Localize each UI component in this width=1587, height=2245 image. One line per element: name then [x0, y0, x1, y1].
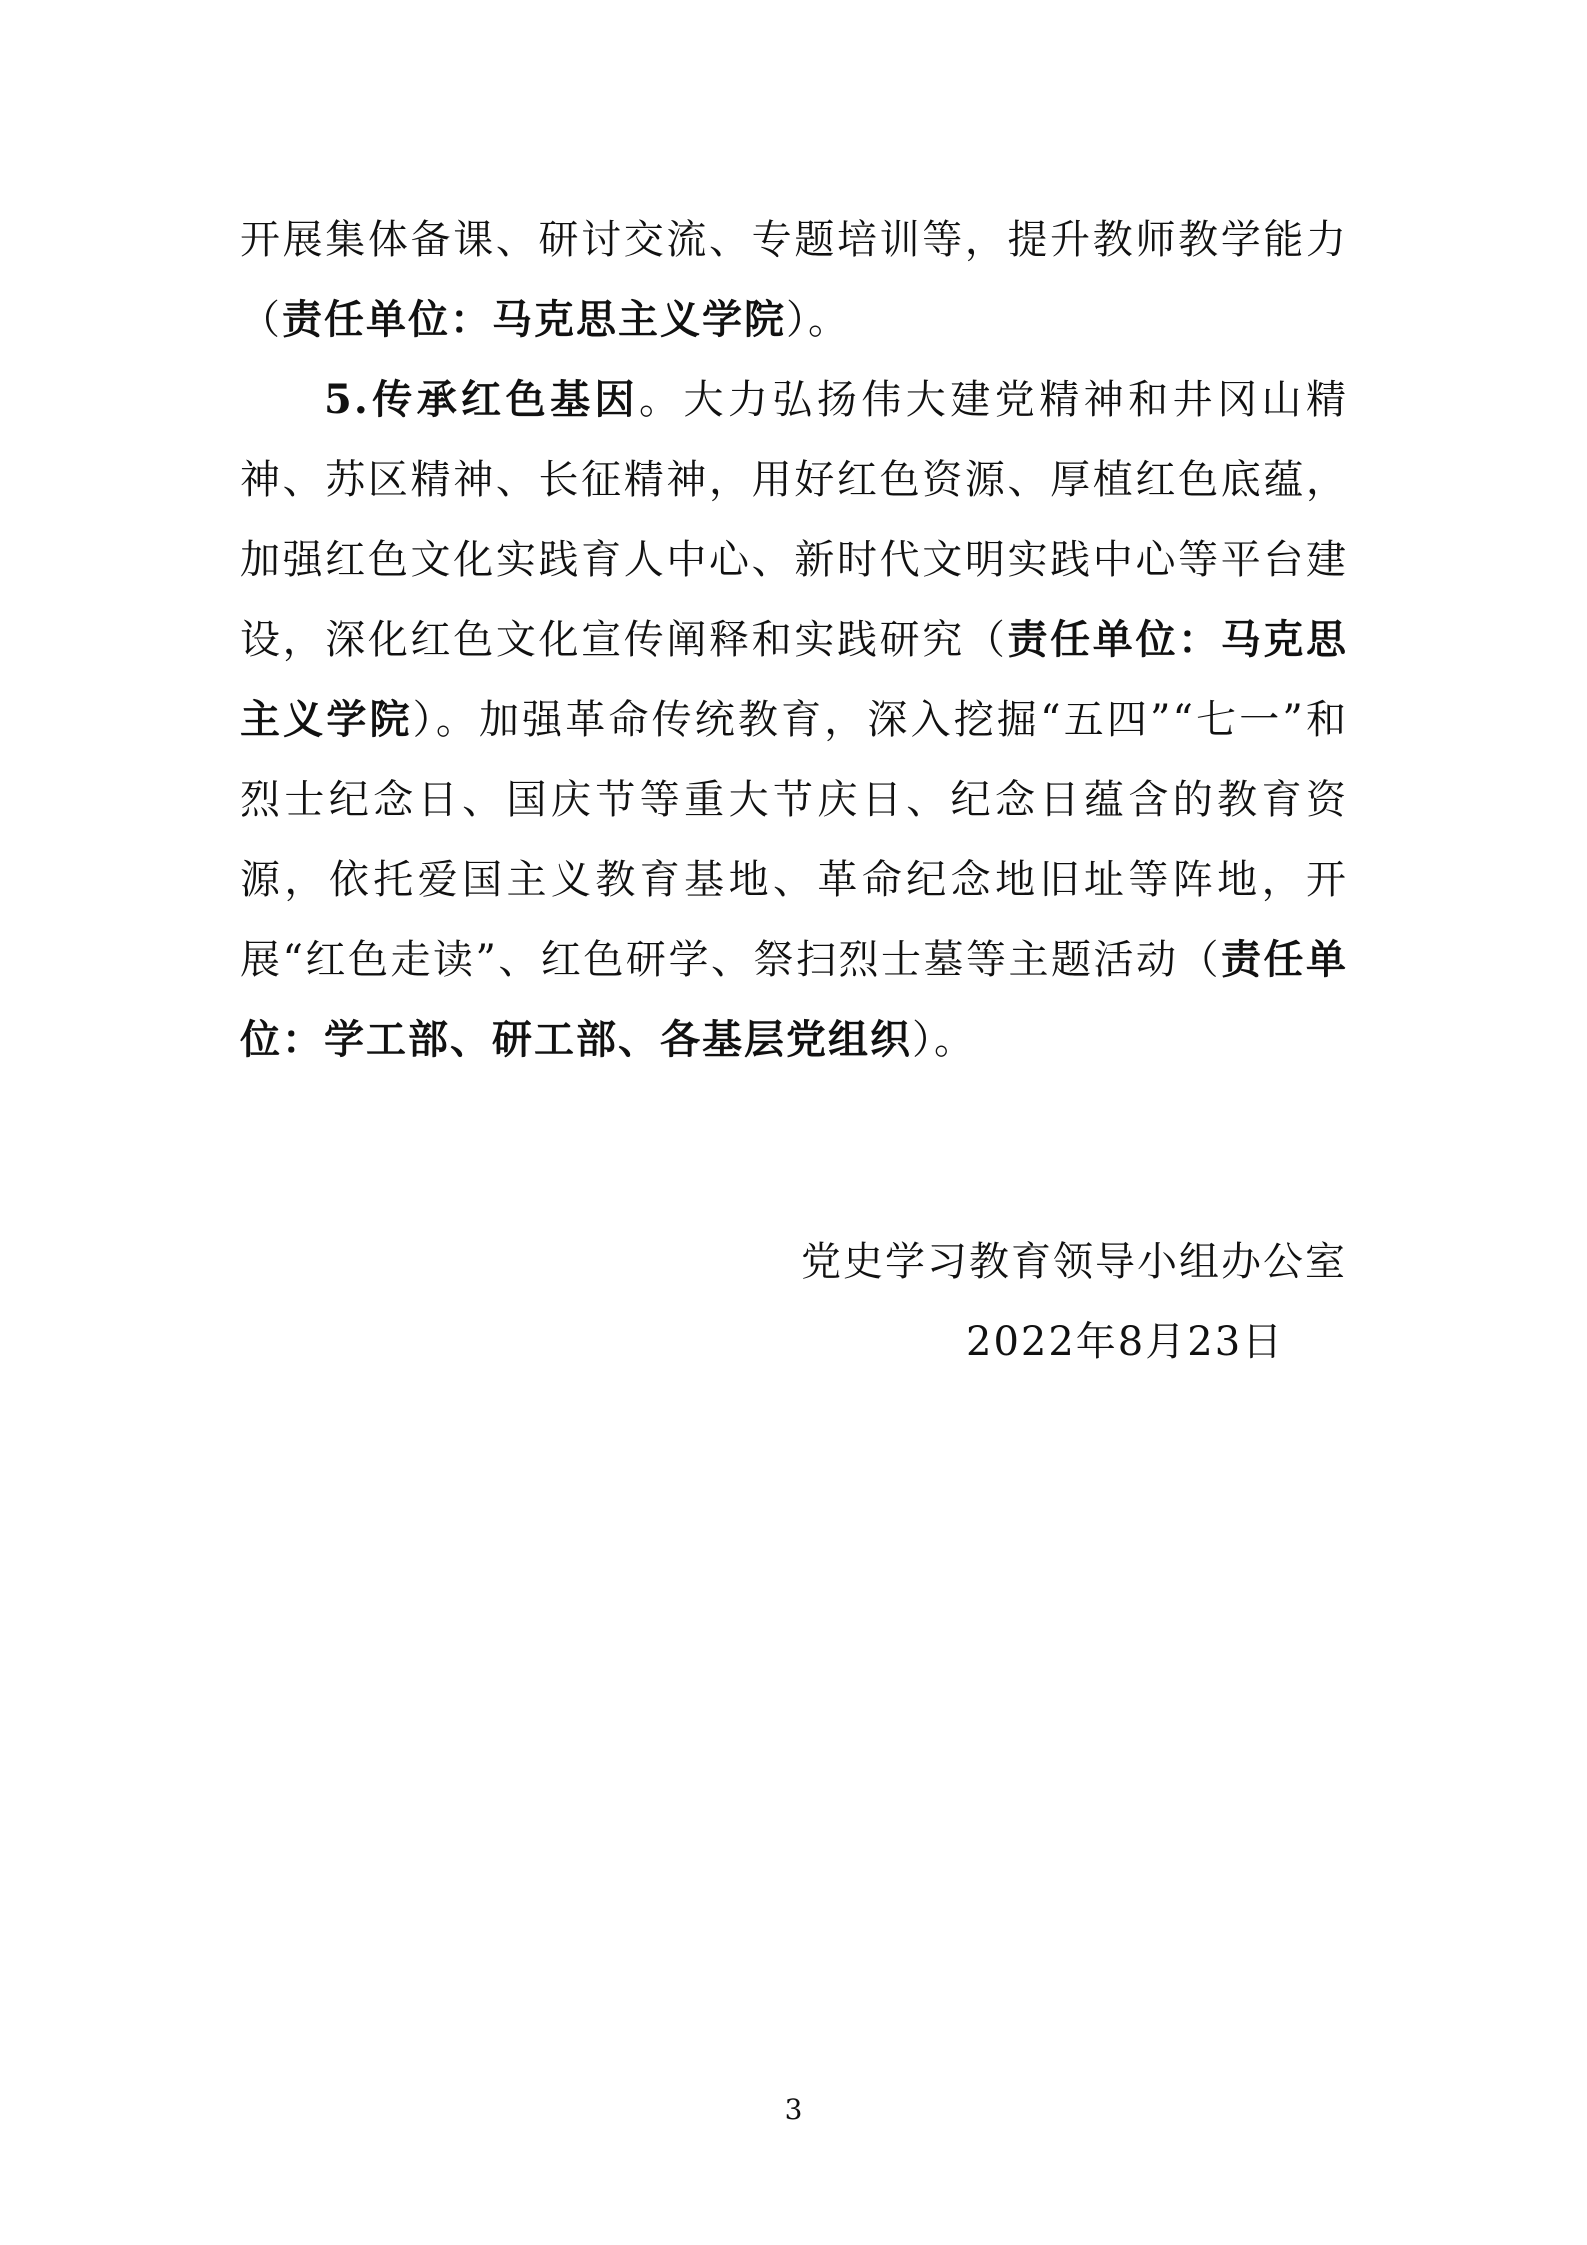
page-number: 3 — [784, 2093, 803, 2126]
signature-organization: 党史学习教育领导小组办公室 — [801, 1239, 1347, 1285]
bold-text-segment: 5.传承红色基因 — [324, 376, 640, 423]
text-segment: ）。 — [786, 297, 850, 343]
text-segment: 开展集体备课、研讨交流、专题培训等，提升教师教学能力（ — [240, 217, 1348, 343]
bold-text-segment: 责任单位：马克思主义学院 — [282, 296, 786, 343]
text-segment: ）。加强革命传统教育，深入挖掘“五四”“七一”和烈士纪念日、国庆节等重大节庆日、纪念日蕴含的教育资源，依托爱国主义教育基地、革命纪念地旧址等阵地，开展“红色走读”、红色研学、祭扫烈士墓等主题活动（ — [240, 697, 1349, 983]
text-segment: 。大力弘扬伟大建党精神和井冈山精神、苏区精神、长征精神，用好红色资源、厚植红色底蕴，加强红色文化实践育人中心、新时代文明实践中心等平台建设，深化红色文化宣传阐释和实践研究（ — [240, 377, 1348, 663]
bold-text-segment: 责任单位：学工部、研工部、各基层党组织 — [240, 936, 1348, 1063]
signature-date: 2022年8月23日 — [966, 1319, 1285, 1365]
body-paragraph — [240, 200, 1348, 360]
document-body — [240, 200, 1348, 1080]
text-segment: ）。 — [912, 1017, 976, 1063]
bold-text-segment: 责任单位：马克思主义学院 — [240, 616, 1349, 743]
body-paragraph — [240, 360, 1348, 1080]
